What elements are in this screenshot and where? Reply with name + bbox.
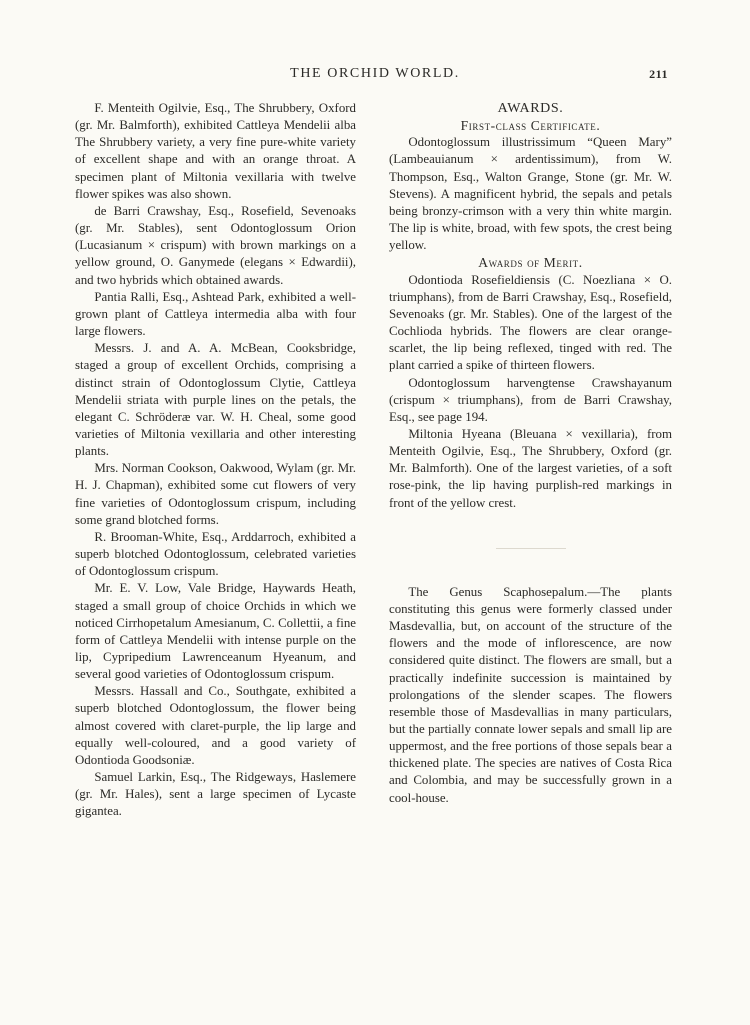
section-divider — [496, 548, 566, 549]
paragraph-queen-mary: Odontoglossum illustrissimum “Queen Mary” (Lambeauianum × ardentissimum), from W. Thompson, Esq., Walton Grange, Stone (gr. Mr. W. Stevens). A magnificent hybrid, the sepals and petals being bronzy-crimson with a very thin white margin. The lip is white, broad, with few spots, the crest being yellow. — [389, 135, 672, 253]
merit-heading: Awards of Merit. — [478, 255, 583, 271]
paragraph-scaphosepalum: The Genus Scaphosepalum.—The plants constituting this genus were formerly classed under Masdevallia, but, on account of the structure of the flowers and the mode of inflorescence, are now considered quite distinct. The flowers are small, but a practically indefinite succession is maintained by prolongations of the slender scapes. The flowers resemble those of Masdevallias in many particulars, but the partially connate lower sepals and small lip are uppermost, and the free portions of those sepals bear a thickened plate. The species are natives of Costa Rica and Colombia, and may be successfully grown in a cool-house. — [389, 584, 672, 805]
paragraph-cookson: Mrs. Norman Cookson, Oakwood, Wylam (gr. Mr. H. J. Chapman), exhibited some cut flowers of very fine varieties of Odontoglossum crispum, including some grand blotched forms. — [75, 461, 356, 527]
first-class-heading: First-class Certificate. — [460, 118, 601, 134]
page-header — [0, 66, 750, 86]
page-number: 211 — [649, 67, 668, 81]
paragraph-ogilvie: F. Menteith Ogilvie, Esq., The Shrubbery, Oxford (gr. Mr. Balmforth), exhibited Cattleya Mendelii alba The Shrubbery variety, a very fine pure-white variety of excellent shape and with an orange throat. A specimen plant of Miltonia vexillaria with twelve flower spikes was also shown. — [75, 101, 356, 201]
paragraph-harvengtense: Odontoglossum harvengtense Crawshayanum (crispum × triumphans), from de Barri Crawshay, Esq., see page 194. — [389, 375, 672, 424]
paragraph-hyeana: Miltonia Hyeana (Bleuana × vexillaria), from Menteith Ogilvie, Esq., The Shrubbery, Oxford (gr. Mr. Balmforth). One of the largest varieties, of a soft rose-pink, the lip having purplish-red markings in front of the yellow crest. — [389, 426, 672, 510]
paragraph-ralli: Pantia Ralli, Esq., Ashtead Park, exhibited a well-grown plant of Cattleya intermedia alba with four large flowers. — [75, 289, 356, 339]
paragraph-rosefieldiensis: Odontioda Rosefieldiensis (C. Noezliana × O. triumphans), from de Barri Crawshay, Esq., Rosefield, Sevenoaks (gr. Mr. Stables). One of the largest of the Cochlioda hybrids. The flowers are clear orange-scarlet, the lip being reflexed, tinged with red. The plant carried a spike of thirteen flowers. — [389, 272, 672, 373]
awards-heading: AWARDS. — [497, 101, 564, 116]
paragraph-hassall: Messrs. Hassall and Co., Southgate, exhibited a superb blotched Odontoglossum, the flower being almost covered with claret-purple, the lip large and equally well-coloured, and a good variety of Odontioda Goodsoniæ. — [75, 684, 356, 767]
running-title: THE ORCHID WORLD. — [290, 66, 460, 81]
right-column — [389, 100, 672, 807]
paragraph-mcbean: Messrs. J. and A. A. McBean, Cooksbridge, staged a group of excellent Orchids, comprising a distinct strain of Odontoglossum Clytie, Cattleya Mendelii striata with purple lines on the petals, the elegant C. Schröderæ var. W. H. Cheal, some good varieties of Miltonia vexillaria and other interesting plants. — [75, 341, 356, 459]
paragraph-low: Mr. E. V. Low, Vale Bridge, Haywards Heath, staged a small group of choice Orchids in which we noticed Cirrhopetalum Amesianum, C. Collettii, a fine form of Cattleya Mendelii with intense purple on the lip, Cypripedium Lawrenceanum Hyeanum, and several good varieties of Odontoglossum crispum. — [75, 581, 356, 682]
paragraph-larkin: Samuel Larkin, Esq., The Ridgeways, Haslemere (gr. Mr. Hales), sent a large specimen of Lycaste gigantea. — [75, 770, 356, 819]
left-column — [75, 100, 356, 821]
paragraph-crawshay: de Barri Crawshay, Esq., Rosefield, Sevenoaks (gr. Mr. Stables), sent Odontoglossum Orion (Lucasianum × crispum) with brown markings on a yellow ground, O. Ganymede (elegans × Edwardii), and two hybrids which obtained awards. — [75, 203, 356, 287]
paragraph-brooman-white: R. Brooman-White, Esq., Arddarroch, exhibited a superb blotched Odontoglossum, celebrated varieties of Odontoglossum crispum. — [75, 529, 356, 579]
